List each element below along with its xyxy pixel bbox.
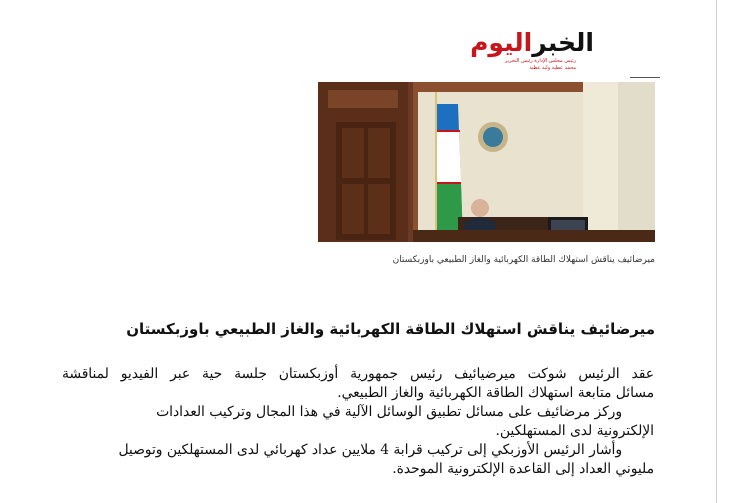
- body-line: مسائل متابعة استهلاك الطاقة الكهربائية والغاز الطبيعي.: [337, 385, 654, 401]
- logo-editors: محمد عطية وليد عطية: [529, 65, 576, 71]
- logo-wordmark: [470, 28, 594, 58]
- logo-subtitle: رئيس مجلس الإدارة رئيس التحرير: [504, 58, 576, 64]
- photo-caption: ميرضائيف يناقش استهلاك الطاقة الكهربائية والغاز الطبيعي باوزبكستان: [392, 255, 655, 265]
- logo-word-red: اليوم: [470, 28, 533, 57]
- article-photo: [318, 82, 655, 242]
- body-line: وأشار الرئيس الأوزبكي إلى تركيب قرابة 4 ملايين عداد كهربائي لدى المستهلكين وتوصيل: [118, 442, 622, 458]
- video-conference-image: [318, 82, 655, 242]
- page-edge-line: [716, 0, 717, 503]
- newspaper-logo: [470, 28, 600, 76]
- article-body: [62, 365, 654, 479]
- body-line: مليوني العداد إلى القاعدة الإلكترونية الموحدة.: [392, 461, 654, 477]
- body-line: وركز مرضائيف على مسائل تطبيق الوسائل الآلية في هذا المجال وتركيب العدادات: [156, 404, 622, 420]
- body-line: عقد الرئيس شوكت ميرضيائيف رئيس جمهورية أوزبكستان جلسة حية عبر الفيديو لمناقشة: [62, 366, 654, 382]
- logo-word-black: الخبر: [532, 28, 594, 57]
- body-line: الإلكترونية لدى المستهلكين.: [495, 423, 654, 439]
- article-headline: ميرضائيف يناقش استهلاك الطاقة الكهربائية والغاز الطبيعي باوزبكستان: [126, 320, 655, 338]
- logo-divider: [630, 77, 660, 78]
